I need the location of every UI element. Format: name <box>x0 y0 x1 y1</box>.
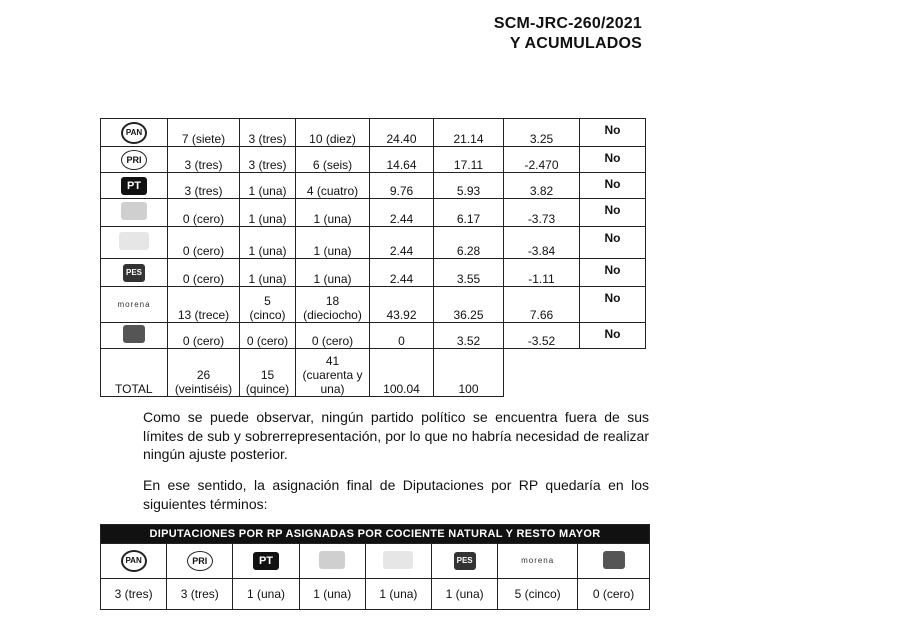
table-cell: 5.93 <box>434 173 504 199</box>
party-logo-cell <box>101 199 168 227</box>
table-row <box>101 199 646 227</box>
table-cell: 3.25 <box>504 119 580 147</box>
party-logo-icon: morena <box>521 556 555 565</box>
table-cell: 14.64 <box>370 147 434 173</box>
table-row <box>101 147 646 173</box>
party-logo-cell <box>101 544 167 579</box>
table-cell: 3 (tres) <box>168 173 240 199</box>
outside-limits-cell: No <box>580 119 646 147</box>
party-logo-cell <box>101 287 168 323</box>
outside-limits-cell: No <box>580 323 646 349</box>
outside-limits-cell: No <box>580 147 646 173</box>
party-logo-cell <box>578 544 650 579</box>
table-cell: 5 (cinco) <box>240 287 296 323</box>
rp-table-title: DIPUTACIONES POR RP ASIGNADAS POR COCIENTE NATURAL Y RESTO MAYOR <box>101 525 650 544</box>
seat-count-cell: 3 (tres) <box>167 579 233 610</box>
table-cell: -1.11 <box>504 259 580 287</box>
party-logo-icon: PT <box>121 177 147 195</box>
total-cell: 15 (quince) <box>240 349 296 397</box>
seat-count-cell: 3 (tres) <box>101 579 167 610</box>
party-logo-icon: PAN <box>121 550 147 572</box>
paragraph-final-assignment: En ese sentido, la asignación final de Diputaciones por RP quedaría en los siguientes términos: <box>143 477 649 512</box>
party-logo-icon <box>123 325 145 343</box>
table-cell: 7 (siete) <box>168 119 240 147</box>
party-logo-cell <box>299 544 365 579</box>
outside-limits-cell: No <box>580 227 646 259</box>
party-logo-cell <box>101 119 168 147</box>
table-cell: 7.66 <box>504 287 580 323</box>
party-logo-icon: morena <box>117 299 151 309</box>
table-cell: 1 (una) <box>240 227 296 259</box>
party-logo-cell <box>432 544 498 579</box>
results-table <box>100 118 646 397</box>
table-cell: 6 (seis) <box>296 147 370 173</box>
party-logo-icon: PAN <box>121 122 147 144</box>
table-row <box>101 323 646 349</box>
case-number: SCM-JRC-260/2021 <box>493 15 642 32</box>
table-cell: 1 (una) <box>240 173 296 199</box>
table-cell: 2.44 <box>370 227 434 259</box>
total-row <box>101 349 646 397</box>
table-cell: 17.11 <box>434 147 504 173</box>
table-cell: 0 (cero) <box>296 323 370 349</box>
table-row <box>101 227 646 259</box>
table-cell: 3.55 <box>434 259 504 287</box>
party-logo-icon: PES <box>123 264 145 282</box>
table-cell: 6.28 <box>434 227 504 259</box>
table-cell: 3 (tres) <box>240 147 296 173</box>
table-cell: 0 (cero) <box>168 323 240 349</box>
table-cell: 24.40 <box>370 119 434 147</box>
table-cell: 3.82 <box>504 173 580 199</box>
total-cell: 26 (veintiséis) <box>168 349 240 397</box>
table-cell: 1 (una) <box>296 199 370 227</box>
party-logo-icon: PRI <box>187 551 213 571</box>
case-suffix: Y ACUMULADOS <box>509 35 642 52</box>
party-logo-cell <box>167 544 233 579</box>
table-cell: 18 (dieciocho) <box>296 287 370 323</box>
table-cell: 21.14 <box>434 119 504 147</box>
table-cell: 6.17 <box>434 199 504 227</box>
table-cell: 0 (cero) <box>240 323 296 349</box>
outside-limits-cell: No <box>580 199 646 227</box>
total-cell: 100.04 <box>370 349 434 397</box>
party-logo-icon <box>121 202 147 220</box>
party-logo-cell <box>498 544 578 579</box>
seat-count-cell: 1 (una) <box>432 579 498 610</box>
table-cell: 1 (una) <box>240 199 296 227</box>
table-cell: -3.73 <box>504 199 580 227</box>
table-cell: 9.76 <box>370 173 434 199</box>
party-logo-icon <box>603 551 625 569</box>
outside-limits-cell: No <box>580 287 646 323</box>
party-logo-icon <box>119 232 149 250</box>
table-cell: 43.92 <box>370 287 434 323</box>
party-logo-cell <box>101 323 168 349</box>
party-logo-icon <box>319 551 345 569</box>
party-logo-icon: PT <box>253 552 279 570</box>
seat-count-cell: 1 (una) <box>299 579 365 610</box>
total-label: TOTAL <box>101 349 168 397</box>
outside-limits-cell: No <box>580 173 646 199</box>
table-cell: 1 (una) <box>240 259 296 287</box>
table-cell: 0 (cero) <box>168 259 240 287</box>
party-logo-cell <box>101 173 168 199</box>
table-cell: 4 (cuatro) <box>296 173 370 199</box>
total-cell: 41 (cuarenta y una) <box>296 349 370 397</box>
table-cell: 1 (una) <box>296 227 370 259</box>
table-cell: 1 (una) <box>296 259 370 287</box>
party-logo-cell <box>101 227 168 259</box>
table-row <box>101 287 646 323</box>
party-logo-icon: PRI <box>121 150 147 170</box>
rp-assignment-table <box>100 524 650 610</box>
paragraph-no-adjustment: Como se puede observar, ningún partido político se encuentra fuera de sus límites de sub y sobrerrepresentación, por lo que no habría necesidad de realizar ningún ajuste posterior. <box>143 409 649 462</box>
table-row <box>101 173 646 199</box>
table-cell: 0 <box>370 323 434 349</box>
table-cell: 0 (cero) <box>168 199 240 227</box>
party-logo-cell <box>101 147 168 173</box>
table-cell: 0 (cero) <box>168 227 240 259</box>
table-cell: 10 (diez) <box>296 119 370 147</box>
table-cell: -2.470 <box>504 147 580 173</box>
party-logo-icon: PES <box>454 552 476 570</box>
table-cell: 2.44 <box>370 199 434 227</box>
document-header <box>494 14 642 54</box>
table-cell: 36.25 <box>434 287 504 323</box>
table-cell: 3 (tres) <box>240 119 296 147</box>
seat-count-cell: 0 (cero) <box>578 579 650 610</box>
party-logo-icon <box>383 551 413 569</box>
outside-limits-cell: No <box>580 259 646 287</box>
table-row <box>101 119 646 147</box>
party-logo-cell <box>233 544 299 579</box>
table-cell: 3.52 <box>434 323 504 349</box>
seat-count-cell: 1 (una) <box>365 579 431 610</box>
table-cell: -3.52 <box>504 323 580 349</box>
party-logo-cell <box>101 259 168 287</box>
seat-count-cell: 1 (una) <box>233 579 299 610</box>
table-cell: 13 (trece) <box>168 287 240 323</box>
table-cell: 3 (tres) <box>168 147 240 173</box>
total-cell: 100 <box>434 349 504 397</box>
table-cell: 2.44 <box>370 259 434 287</box>
party-logo-cell <box>365 544 431 579</box>
table-cell: -3.84 <box>504 227 580 259</box>
seat-count-cell: 5 (cinco) <box>498 579 578 610</box>
table-row <box>101 259 646 287</box>
